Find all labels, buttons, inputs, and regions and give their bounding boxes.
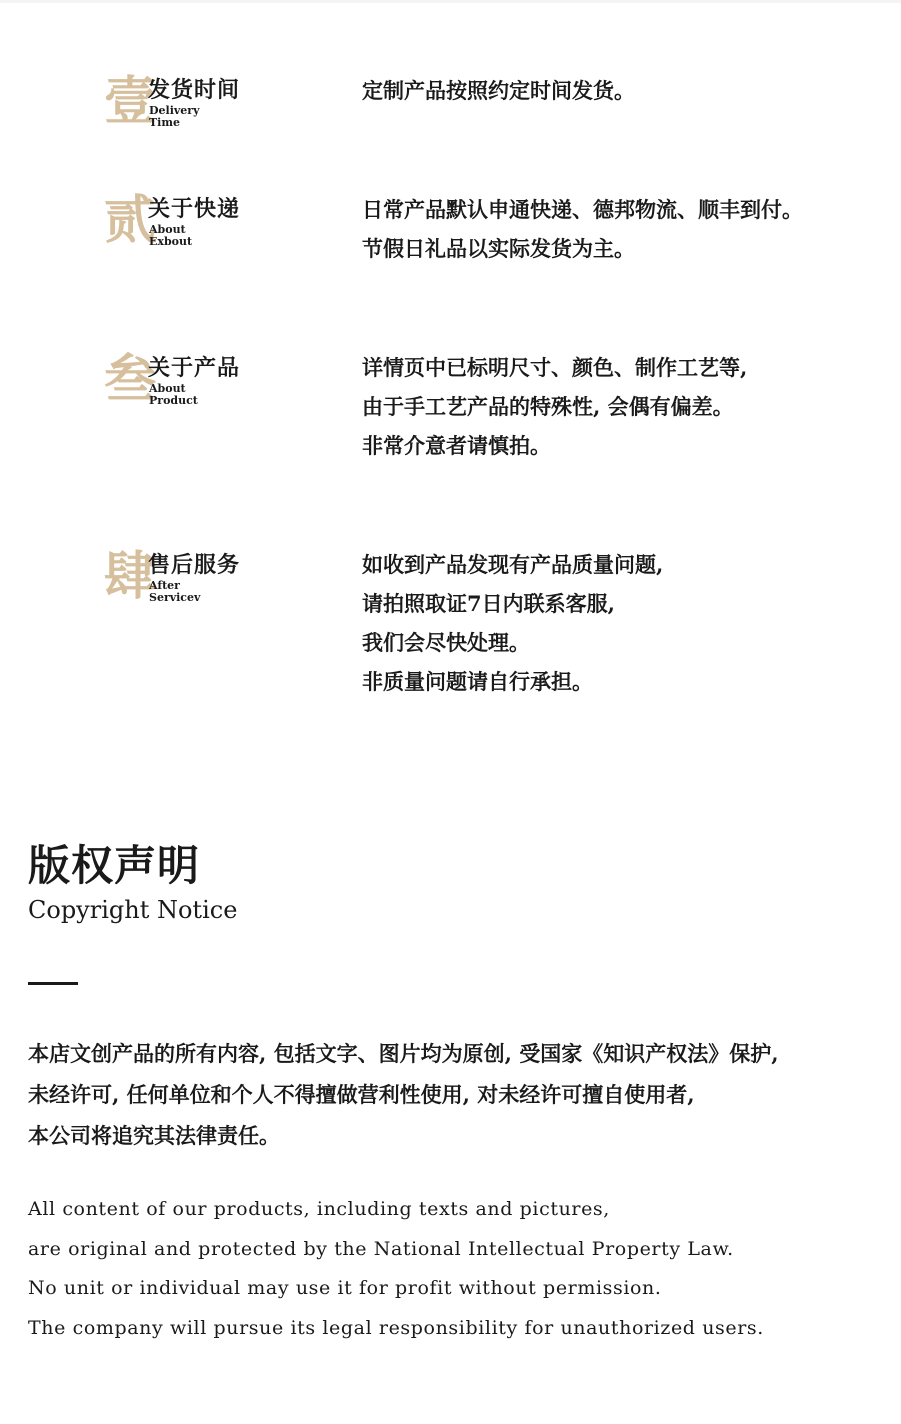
answer-line: 节假日礼品以实际发货为主。 [362, 236, 635, 261]
faq-title-en-line: After [149, 579, 180, 592]
copyright-divider [28, 982, 78, 985]
answer-line: 详情页中已标明尺寸、颜色、制作工艺等, [362, 355, 748, 380]
faq-answer [362, 71, 882, 110]
copyright-title-en: Copyright Notice [28, 896, 238, 924]
faq-title-cn: 售后服务 [148, 552, 241, 578]
top-divider [0, 0, 901, 3]
faq-title-en-line: About [149, 382, 186, 395]
answer-line: 如收到产品发现有产品质量问题, [362, 552, 664, 577]
numeral-one: 壹 [104, 72, 157, 132]
faq-title-en [149, 224, 192, 248]
copyright-body-cn [28, 1033, 888, 1156]
faq-title-en-line: Exbout [149, 235, 193, 248]
numeral-two: 贰 [104, 191, 157, 251]
copyright-en-line: are original and protected by the National Intellectual Property Law. [28, 1237, 734, 1260]
answer-line: 非质量问题请自行承担。 [362, 669, 593, 694]
answer-line: 我们会尽快处理。 [362, 630, 530, 655]
copyright-cn-line: 本店文创产品的所有内容, 包括文字、图片均为原创, 受国家《知识产权法》保护, [28, 1041, 779, 1066]
numeral-four: 肆 [104, 547, 157, 607]
answer-line: 请拍照取证7日内联系客服, [362, 591, 615, 616]
faq-title-en [149, 383, 198, 407]
answer-line: 定制产品按照约定时间发货。 [362, 78, 635, 103]
copyright-en-line: All content of our products, including texts and pictures, [28, 1198, 610, 1220]
copyright-en-line: No unit or individual may use it for profit without permission. [28, 1277, 662, 1299]
faq-title-cn: 关于产品 [148, 355, 241, 381]
copyright-title-cn: 版权声明 [28, 841, 201, 890]
numeral-three: 叁 [104, 350, 157, 410]
copyright-body-en [28, 1190, 888, 1348]
faq-answer [362, 348, 882, 465]
faq-answer [362, 545, 882, 701]
copyright-cn-line: 本公司将追究其法律责任。 [28, 1123, 280, 1148]
faq-answer [362, 190, 882, 268]
faq-title-en [149, 105, 199, 129]
copyright-cn-line: 未经许可, 任何单位和个人不得擅做营利性使用, 对未经许可擅自使用者, [28, 1082, 695, 1107]
answer-line: 非常介意者请慎拍。 [362, 433, 551, 458]
copyright-en-line: The company will pursue its legal responsibility for unauthorized users. [28, 1316, 764, 1339]
faq-title-en-line: Servicev [149, 591, 201, 604]
faq-title-en-line: Time [149, 116, 181, 129]
faq-title-en [149, 580, 200, 604]
answer-line: 日常产品默认申通快递、德邦物流、顺丰到付。 [362, 197, 803, 222]
faq-title-en-line: Product [149, 394, 198, 407]
faq-title-cn: 发货时间 [148, 77, 241, 103]
faq-title-cn: 关于快递 [148, 196, 241, 222]
answer-line: 由于手工艺产品的特殊性, 会偶有偏差。 [362, 394, 734, 419]
faq-title-en-line: About [149, 223, 186, 236]
faq-title-en-line: Delivery [149, 104, 200, 117]
